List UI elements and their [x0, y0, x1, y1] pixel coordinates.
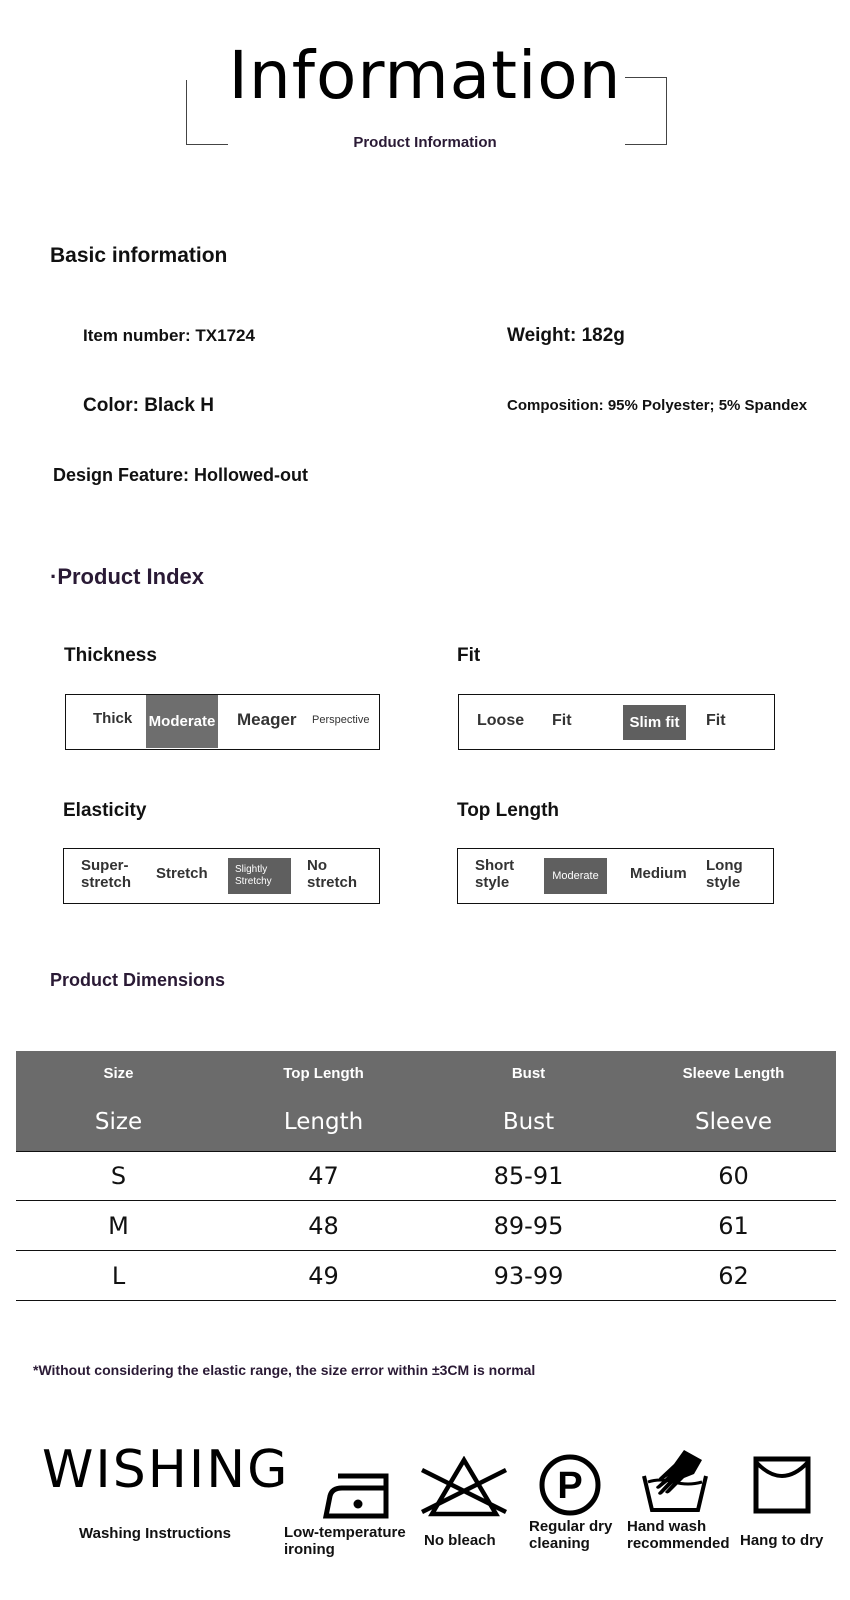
thickness-option-moderate-selected: Moderate	[146, 695, 218, 748]
product-index-title: ·Product Index	[50, 564, 205, 589]
thickness-scale	[65, 694, 380, 750]
table-row	[16, 1151, 836, 1201]
washing-title: WISHING	[42, 1440, 290, 1500]
header-cell: Sleeve Length	[682, 1065, 785, 1082]
fit-option-fit: Fit	[552, 712, 572, 729]
weight: Weight: 182g	[507, 325, 625, 346]
elasticity-scale	[63, 848, 380, 904]
size-table-header-row-large	[16, 1109, 836, 1135]
table-cell: 85-91	[493, 1162, 564, 1190]
top-length-option-moderate-selected: Moderate	[544, 858, 607, 894]
fit-option-loose: Loose	[477, 712, 525, 729]
table-cell: L	[111, 1261, 126, 1290]
composition: Composition: 95% Polyester; 5% Spandex	[507, 397, 808, 414]
page-title: Information	[228, 37, 622, 114]
header-cell: Top Length	[283, 1065, 364, 1082]
header-cell: Bust	[511, 1065, 546, 1082]
fit-option-fit-2: Fit	[706, 712, 726, 729]
fit-option-slim-fit-selected: Slim fit	[623, 705, 686, 740]
no-bleach-icon	[418, 1456, 510, 1520]
table-cell: 48	[308, 1211, 339, 1240]
elasticity-option-stretch: Stretch	[156, 865, 208, 882]
table-cell: 93-99	[493, 1261, 564, 1290]
care-label-hand-wash: Hand wash recommended	[627, 1518, 730, 1552]
size-table	[16, 1051, 836, 1301]
page-subtitle: Product Information	[353, 134, 497, 151]
washing-subtitle: Washing Instructions	[79, 1525, 231, 1542]
top-length-option-short-style: Short style	[475, 857, 515, 891]
product-dimensions-title: Product Dimensions	[50, 970, 226, 990]
care-label-no-bleach: No bleach	[424, 1532, 496, 1549]
iron-low-temp-icon	[322, 1470, 394, 1520]
table-cell: 62	[718, 1261, 749, 1290]
elasticity-label: Elasticity	[63, 800, 147, 821]
basic-info-title: Basic information	[50, 244, 228, 267]
size-table-header	[16, 1051, 836, 1151]
thickness-option-thick: Thick	[93, 710, 133, 727]
header-cell: Size	[94, 1109, 143, 1135]
design-feature: Design Feature: Hollowed-out	[53, 465, 309, 485]
elasticity-option-slightly-stretchy-selected: Slightly Stretchy	[228, 858, 291, 894]
table-cell: M	[108, 1211, 129, 1240]
top-length-label: Top Length	[457, 800, 560, 821]
top-length-option-long-style: Long style	[706, 857, 743, 891]
thickness-option-meager: Meager	[237, 710, 297, 729]
top-length-option-medium: Medium	[630, 865, 687, 882]
care-label-ironing: Low-temperature ironing	[284, 1524, 406, 1558]
header-cell: Sleeve	[694, 1109, 773, 1135]
table-cell: 49	[308, 1261, 339, 1290]
table-row	[16, 1251, 836, 1301]
elasticity-option-super-stretch: Super- stretch	[81, 857, 132, 891]
fit-scale	[458, 694, 775, 750]
top-length-scale	[457, 848, 774, 904]
fit-label: Fit	[457, 645, 481, 666]
header-cell: Length	[283, 1109, 364, 1135]
color: Color: Black H	[83, 395, 214, 416]
table-cell: 47	[308, 1162, 339, 1190]
table-cell: S	[110, 1162, 127, 1190]
table-row	[16, 1201, 836, 1251]
thickness-label: Thickness	[64, 645, 157, 666]
elasticity-option-no-stretch: No stretch	[307, 857, 358, 891]
size-table-header-row-small	[16, 1065, 836, 1082]
table-cell: 61	[718, 1211, 749, 1240]
item-number: Item number: TX1724	[83, 326, 255, 345]
dry-clean-p-icon	[537, 1452, 603, 1518]
care-label-dry-clean: Regular dry cleaning	[529, 1518, 613, 1552]
header-cell: Bust	[502, 1109, 555, 1135]
table-cell: 89-95	[493, 1211, 564, 1240]
table-cell: 60	[718, 1162, 749, 1190]
svg-text:P: P	[557, 1465, 583, 1507]
size-error-note: *Without considering the elastic range, the size error within ±3CM is normal	[33, 1362, 536, 1378]
header-cell: Size	[103, 1065, 134, 1082]
thickness-option-perspective: Perspective	[312, 714, 370, 726]
hang-dry-icon	[753, 1456, 811, 1514]
hand-wash-icon	[640, 1448, 710, 1516]
care-label-hang-dry: Hang to dry	[740, 1532, 824, 1549]
